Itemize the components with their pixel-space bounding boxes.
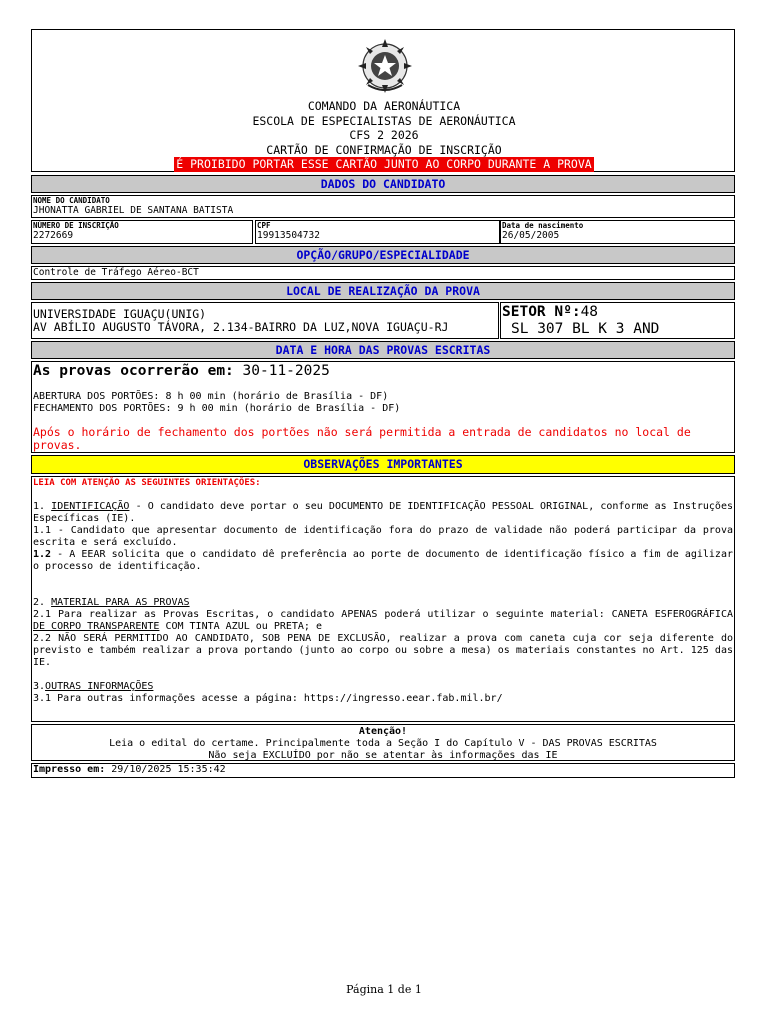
cpf-box <box>255 220 500 244</box>
section-option-title: OPÇÃO/GRUPO/ESPECIALIDADE <box>31 246 735 264</box>
observations-intro: LEIA COM ATENÇÃO AS SEGUINTES ORIENTAÇÕES: <box>33 478 261 488</box>
candidate-name-label: NOME DO CANDIDATO <box>33 196 110 205</box>
header-line-4: CARTÃO DE CONFIRMAÇÃO DE INSCRIÇÃO <box>266 142 502 157</box>
closing-notice: Após o horário de fechamento dos portões não será permitida a entrada de candidatos no local de provas. <box>33 425 691 452</box>
observations-box <box>31 476 735 722</box>
s2-2-text: 2.2 NÃO SERÁ PERMITIDO AO CANDIDATO, SOB PENA DE EXCLUSÃO, realizar a prova com caneta cuja cor seja diferente do previsto e também realizar a prova portando (junto ao corpo ou sobre a mesa) os materiais constantes no Art. 125 das IE. <box>33 633 733 668</box>
registration-number: 2272669 <box>33 230 74 241</box>
cpf-value: 19913504732 <box>257 230 320 241</box>
exam-date-label: As provas ocorrerão em: <box>33 363 234 379</box>
birth-label: Data de nascimento <box>502 221 584 230</box>
s2-title: MATERIAL PARA AS PROVAS <box>51 597 190 608</box>
registration-label: NÚMERO DE INSCRIÇÃO <box>33 221 119 230</box>
location-place: UNIVERSIDADE IGUAÇU(UNIG) <box>33 307 207 321</box>
s1-2-number: 1.2 <box>33 549 52 560</box>
page-number: Página 1 de 1 <box>346 983 422 996</box>
s2-1-text-b: DE CORPO TRANSPARENTE <box>33 621 160 632</box>
birth-date: 26/05/2005 <box>502 230 560 241</box>
header-text <box>32 99 736 172</box>
attention-box <box>31 724 735 761</box>
candidate-name: JHONATTA GABRIEL DE SANTANA BATISTA <box>33 205 234 216</box>
header-line-3: CFS 2 2026 <box>349 128 419 142</box>
birth-box <box>500 220 735 244</box>
s1-text: - O candidato deve portar o seu DOCUMENTO DE IDENTIFICAÇÃO PESSOAL ORIGINAL, conforme as Instruções Específicas (IE). <box>33 501 733 524</box>
s1-number: 1. <box>33 501 52 512</box>
section-observations-title: OBSERVAÇÕES IMPORTANTES <box>31 455 735 474</box>
room-value: SL 307 BL K 3 AND <box>511 321 660 337</box>
confirmation-card <box>31 29 737 778</box>
attention-line-2: Não seja EXCLUÍDO por não se atentar às informações das IE <box>208 750 558 761</box>
exam-date: 30-11-2025 <box>242 363 330 379</box>
location-box <box>31 302 499 339</box>
s3-1-text: 3.1 Para outras informações acesse a página: https://ingresso.eear.fab.mil.br/ <box>33 693 503 704</box>
s1-title: IDENTIFICAÇÃO <box>51 501 130 512</box>
gates-opening: ABERTURA DOS PORTÕES: 8 h 00 min (horário de Brasília - DF) <box>33 391 389 402</box>
header-block <box>31 29 735 172</box>
header-line-1: COMANDO DA AERONÁUTICA <box>307 99 461 113</box>
coat-of-arms-icon <box>354 35 416 97</box>
attention-title: Atenção! <box>358 726 408 737</box>
registration-box <box>31 220 253 244</box>
s3-title: OUTRAS INFORMAÇÕES <box>45 681 154 692</box>
s3-number: 3. <box>33 681 46 692</box>
candidate-name-box <box>31 195 735 218</box>
printed-value: 29/10/2025 15:35:42 <box>105 764 226 775</box>
section-schedule-title: DATA E HORA DAS PROVAS ESCRITAS <box>31 341 735 359</box>
sector-label: SETOR Nº: <box>502 304 581 320</box>
s1-2-text: - A EEAR solicita que o candidato dê preferência ao porte de documento de identificação físico a fim de agilizar o processo de identificação. <box>33 549 733 572</box>
header-line-2: ESCOLA DE ESPECIALISTAS DE AERONÁUTICA <box>252 113 516 128</box>
schedule-box <box>31 361 735 453</box>
s2-1-text-a: 2.1 Para realizar as Provas Escritas, o candidato APENAS poderá utilizar o seguinte material: CANETA ESFEROGRÁFICA <box>33 609 733 620</box>
option-box <box>31 266 735 280</box>
sector-box <box>500 302 735 339</box>
printed-label: Impresso em: <box>33 764 106 775</box>
printed-box <box>31 763 735 778</box>
sector-value: 48 <box>580 304 599 320</box>
warning-banner: É PROIBIDO PORTAR ESSE CARTÃO JUNTO AO CORPO DURANTE A PROVA <box>176 157 592 171</box>
section-location-title: LOCAL DE REALIZAÇÃO DA PROVA <box>31 282 735 300</box>
option-value: Controle de Tráfego Aéreo-BCT <box>33 267 199 278</box>
s2-1-text-c: COM TINTA AZUL ou PRETA; e <box>159 621 322 632</box>
s1-1-text: 1.1 - Candidato que apresentar documento de identificação fora do prazo de validade não poderá participar da prova escrita e será excluído. <box>33 525 733 548</box>
cpf-label: CPF <box>257 221 271 230</box>
location-address: AV ABÍLIO AUGUSTO TÁVORA, 2.134-BAIRRO DA LUZ,NOVA IGUAÇU-RJ <box>33 320 449 334</box>
s2-number: 2. <box>33 597 52 608</box>
gates-closing: FECHAMENTO DOS PORTÕES: 9 h 00 min (horário de Brasília - DF) <box>33 403 401 414</box>
attention-line-1: Leia o edital do certame. Principalmente toda a Seção I do Capítulo V - DAS PROVAS ESCRITAS <box>109 738 657 749</box>
section-candidate-title: DADOS DO CANDIDATO <box>31 175 735 193</box>
